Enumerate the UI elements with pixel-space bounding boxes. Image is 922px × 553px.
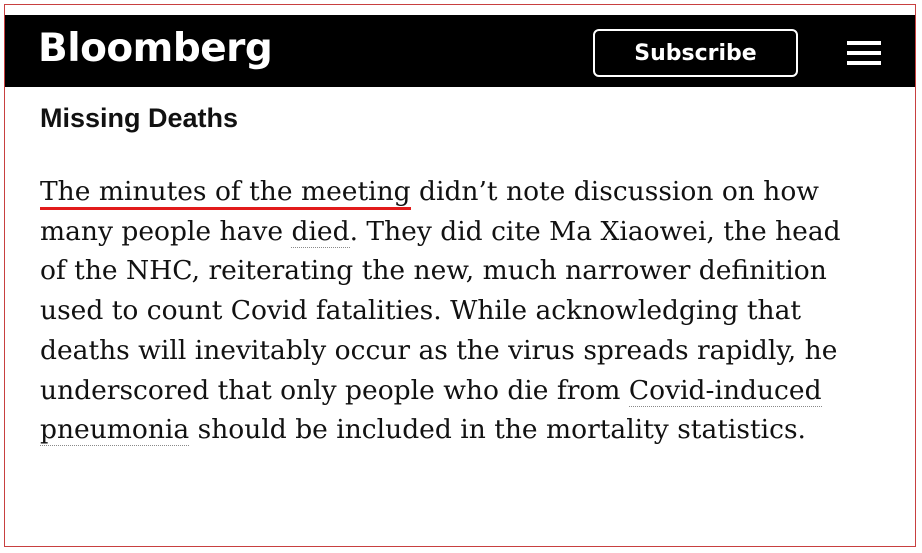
section-heading: Missing Deaths — [40, 103, 239, 133]
top-navigation-bar — [5, 15, 915, 87]
died-link[interactable]: died — [291, 215, 350, 247]
paragraph-text: should be included in the mortality statistics. — [189, 414, 806, 446]
bloomberg-logo[interactable]: Bloomberg — [38, 26, 273, 71]
paragraph-text: . They did cite Ma Xiaowei, the head of the NHC, reiterating the new, much narrower definition used to count Covid fatalities. While acknowledging that deaths will inevitably occur as the virus spreads rapidly, he underscored that only people who die from — [40, 215, 841, 406]
subscribe-button[interactable]: Subscribe — [593, 29, 798, 77]
paragraph-text: didn’t note discussion on how many people have — [40, 176, 819, 247]
screenshot-frame — [4, 4, 916, 547]
article-paragraph — [40, 172, 860, 450]
hamburger-menu-icon[interactable] — [847, 41, 881, 65]
meeting-minutes-link[interactable]: The minutes of the meeting — [40, 176, 411, 210]
covid-pneumonia-link[interactable]: Covid-induced pneumonia — [40, 374, 822, 446]
